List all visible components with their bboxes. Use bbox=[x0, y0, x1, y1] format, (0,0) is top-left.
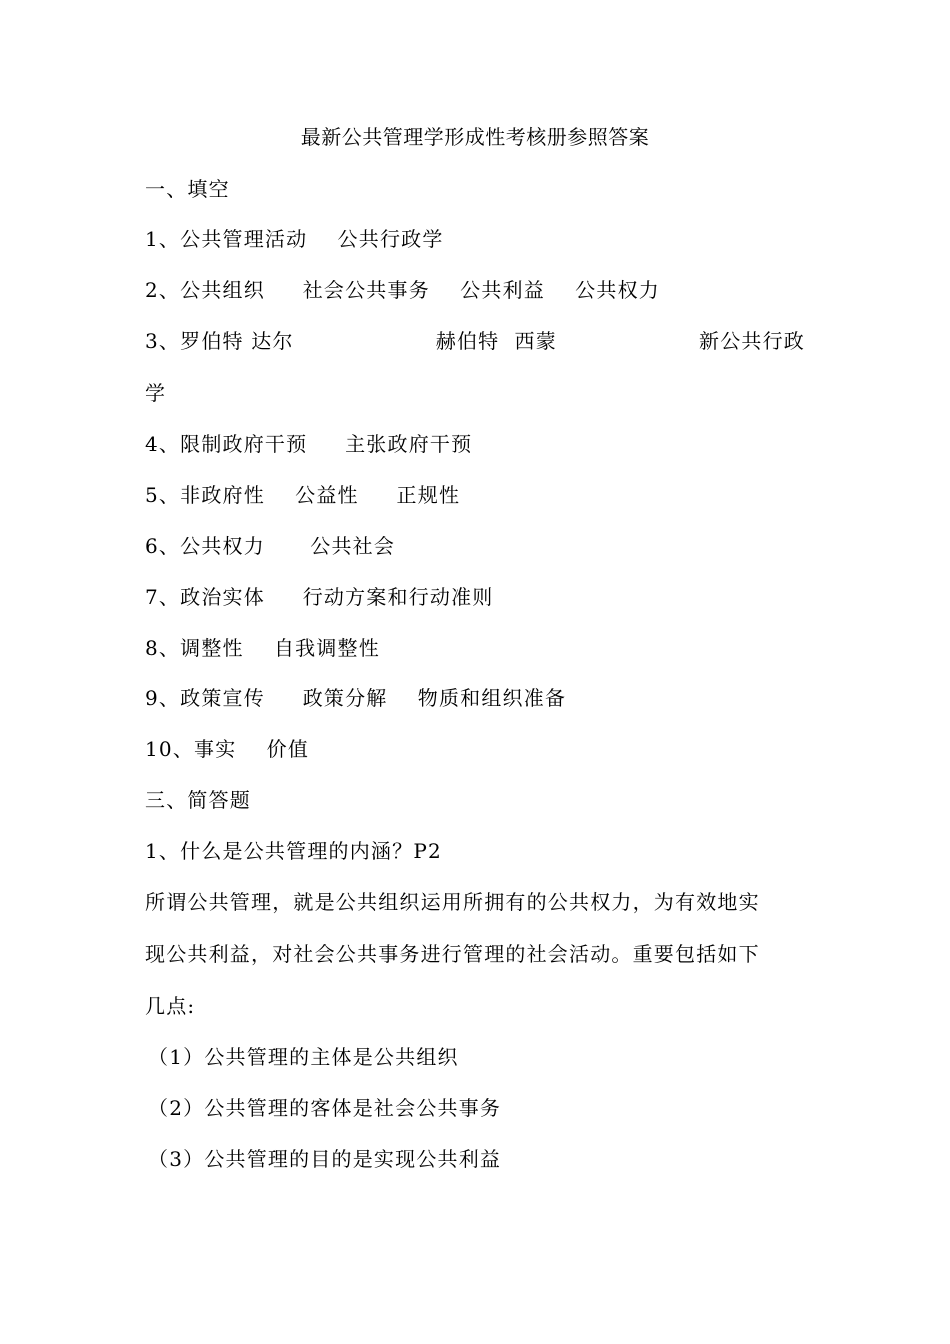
document-title: 最新公共管理学形成性考核册参照答案 bbox=[300, 125, 650, 149]
section-heading-short-answer: 三、简答题 bbox=[145, 788, 251, 812]
fill-answer-3 bbox=[145, 328, 805, 354]
fill-answer-1: 1、公共管理活动 公共行政学 bbox=[145, 227, 444, 251]
fill-answer-3-part-a: 3、罗伯特 达尔 bbox=[145, 329, 294, 353]
answer-line-3: 几点: bbox=[145, 994, 196, 1018]
question-1: 1、什么是公共管理的内涵？P2 bbox=[145, 839, 442, 863]
fill-answer-5: 5、非政府性 公益性 正规性 bbox=[145, 483, 461, 507]
fill-answer-3-part-c: 新公共行政 bbox=[699, 329, 805, 353]
section-heading-fill: 一、填空 bbox=[145, 177, 230, 201]
fill-answer-6: 6、公共权力 公共社会 bbox=[145, 534, 396, 558]
answer-point-1: （1）公共管理的主体是公共组织 bbox=[148, 1045, 459, 1069]
fill-answer-3-part-b: 赫伯特 西蒙 bbox=[435, 329, 557, 353]
fill-answer-10: 10、事实 价值 bbox=[145, 737, 310, 761]
fill-answer-3-wrap: 学 bbox=[145, 381, 167, 405]
answer-point-3: （3）公共管理的目的是实现公共利益 bbox=[148, 1147, 502, 1171]
fill-answer-7: 7、政治实体 行动方案和行动准则 bbox=[145, 585, 494, 609]
fill-answer-2: 2、公共组织 社会公共事务 公共利益 公共权力 bbox=[145, 278, 660, 302]
fill-answer-4: 4、限制政府干预 主张政府干预 bbox=[145, 432, 473, 456]
fill-answer-9: 9、政策宣传 政策分解 物质和组织准备 bbox=[145, 686, 567, 710]
fill-answer-8: 8、调整性 自我调整性 bbox=[145, 636, 380, 660]
answer-line-1: 所谓公共管理，就是公共组织运用所拥有的公共权力，为有效地实 bbox=[145, 890, 760, 914]
answer-line-2: 现公共利益，对社会公共事务进行管理的社会活动。重要包括如下 bbox=[145, 942, 760, 966]
answer-point-2: （2）公共管理的客体是社会公共事务 bbox=[148, 1096, 502, 1120]
